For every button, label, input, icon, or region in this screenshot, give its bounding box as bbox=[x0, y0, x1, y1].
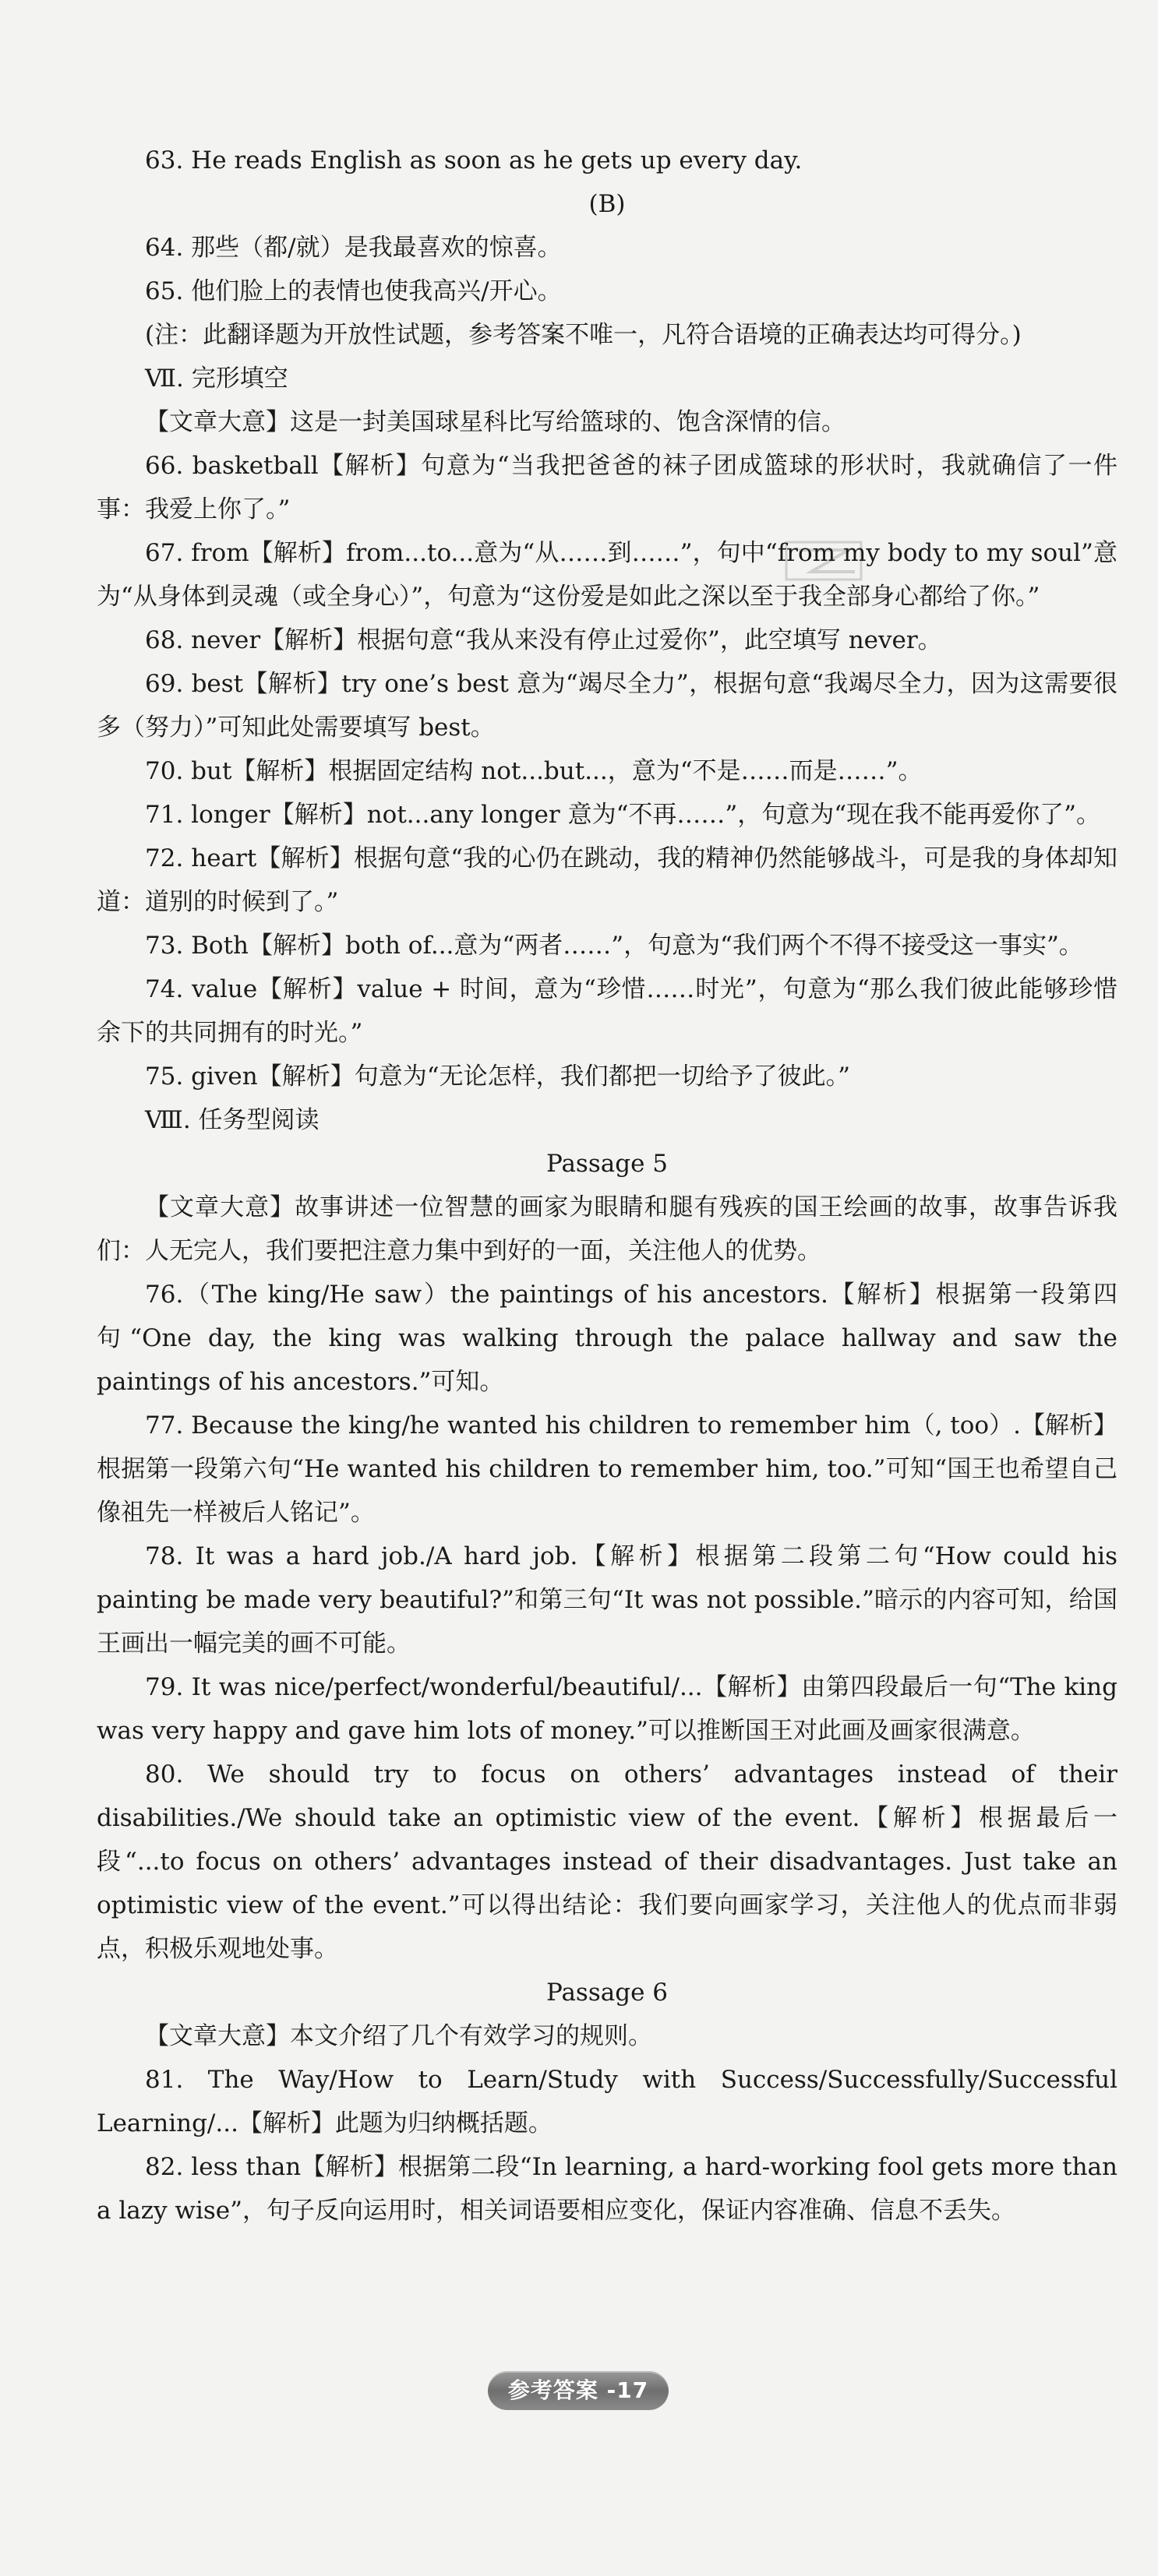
answer-content bbox=[97, 139, 1117, 2232]
answer-64: 64. 那些（都/就）是我最喜欢的惊喜。 bbox=[145, 234, 562, 262]
answer-82: 82. less than【解析】根据第二段“In learning, a hard-working fool gets more than a lazy wise”，句子反向运用时，相关词语要相应变化，保证内容准确、信息不丢失。 bbox=[97, 2153, 1117, 2225]
answer-68: 68. never【解析】根据句意“我从来没有停止过爱你”，此空填写 never。 bbox=[145, 626, 942, 654]
passage-6-summary: 【文章大意】本文介绍了几个有效学习的规则。 bbox=[145, 2022, 652, 2050]
passage-6-heading: Passage 6 bbox=[545, 1979, 668, 2007]
passage-5-heading: Passage 5 bbox=[545, 1150, 668, 1178]
answer-74: 74. value【解析】value + 时间，意为“珍惜……时光”，句意为“那么我们彼此能够珍惜余下的共同拥有的时光。” bbox=[97, 975, 1117, 1047]
answer-77: 77. Because the king/he wanted his children to remember him（, too）.【解析】根据第一段第六句“He wanted his children to remember him, too.”可知“国王也希望自己像祖先一样被后人铭记”。 bbox=[97, 1411, 1117, 1527]
answer-66: 66. basketball【解析】句意为“当我把爸爸的袜子团成篮球的形状时，我就确信了一件事：我爱上你了。” bbox=[97, 452, 1117, 523]
cloze-summary: 【文章大意】这是一封美国球星科比写给篮球的、饱含深情的信。 bbox=[145, 408, 846, 436]
answer-65: 65. 他们脸上的表情也使我高兴/开心。 bbox=[145, 277, 562, 305]
passage-5-summary: 【文章大意】故事讲述一位智慧的画家为眼睛和腿有残疾的国王绘画的故事，故事告诉我们：人无完人，我们要把注意力集中到好的一面，关注他人的优势。 bbox=[97, 1193, 1117, 1265]
answer-81: 81. The Way/How to Learn/Study with Success/Successfully/Successful Learning/...【解析】此题为归纳概括题。 bbox=[97, 2066, 1117, 2137]
watermark-stamp-icon bbox=[783, 536, 877, 590]
answer-76: 76.（The king/He saw）the paintings of his ancestors.【解析】根据第一段第四句“One day, the king was walking through the palace hallway and saw the paintings of his ancestors.”可知。 bbox=[97, 1281, 1117, 1396]
answer-78: 78. It was a hard job./A hard job.【解析】根据第二段第二句“How could his painting be made very beautiful?”和第三句“It was not possible.”暗示的内容可知，给国王画出一幅完美的画不可能。 bbox=[97, 1542, 1117, 1658]
answer-73: 73. Both【解析】both of...意为“两者……”，句意为“我们两个不得不接受这一事实”。 bbox=[145, 932, 1083, 960]
answer-71: 71. longer【解析】not...any longer 意为“不再……”，句意为“现在我不能再爱你了”。 bbox=[145, 801, 1100, 829]
answer-79: 79. It was nice/perfect/wonderful/beautiful/...【解析】由第四段最后一句“The king was very happy and gave him lots of money.”可以推断国王对此画及画家很满意。 bbox=[97, 1673, 1117, 1745]
answer-80: 80. We should try to focus on others’ advantages instead of their disabilities./We should take an optimistic view of the event.【解析】根据最后一段“...to focus on others’ advantages instead of their disadvantages. Just take an optimistic view of the event.”可以得出结论：我们要向画家学习，关注他人的优点而非弱点，积极乐观地处事。 bbox=[97, 1760, 1117, 1963]
section-7-heading: Ⅶ. 完形填空 bbox=[145, 365, 288, 393]
page-number-badge: 参考答案 -17 bbox=[488, 2371, 669, 2410]
answer-67: 67. from【解析】from...to...意为“从……到……”，句中“from my body to my soul”意为“从身体到灵魂（或全身心）”，句意为“这份爱是如此之深以至于我全部身心都给了你。” bbox=[97, 539, 1117, 611]
translation-note: (注：此翻译题为开放性试题，参考答案不唯一，凡符合语境的正确表达均可得分。) bbox=[145, 321, 1022, 349]
answer-70: 70. but【解析】根据固定结构 not...but...，意为“不是……而是……”。 bbox=[145, 757, 923, 785]
section-b-heading: (B) bbox=[588, 190, 626, 218]
section-8-heading: Ⅷ. 任务型阅读 bbox=[145, 1106, 320, 1134]
answer-72: 72. heart【解析】根据句意“我的心仍在跳动，我的精神仍然能够战斗，可是我的身体却知道：道别的时候到了。” bbox=[97, 844, 1117, 916]
answer-75: 75. given【解析】句意为“无论怎样，我们都把一切给予了彼此。” bbox=[145, 1062, 850, 1091]
answer-63: 63. He reads English as soon as he gets up every day. bbox=[145, 146, 803, 174]
answer-69: 69. best【解析】try one’s best 意为“竭尽全力”，根据句意“我竭尽全力，因为这需要很多（努力）”可知此处需要填写 best。 bbox=[97, 670, 1117, 742]
